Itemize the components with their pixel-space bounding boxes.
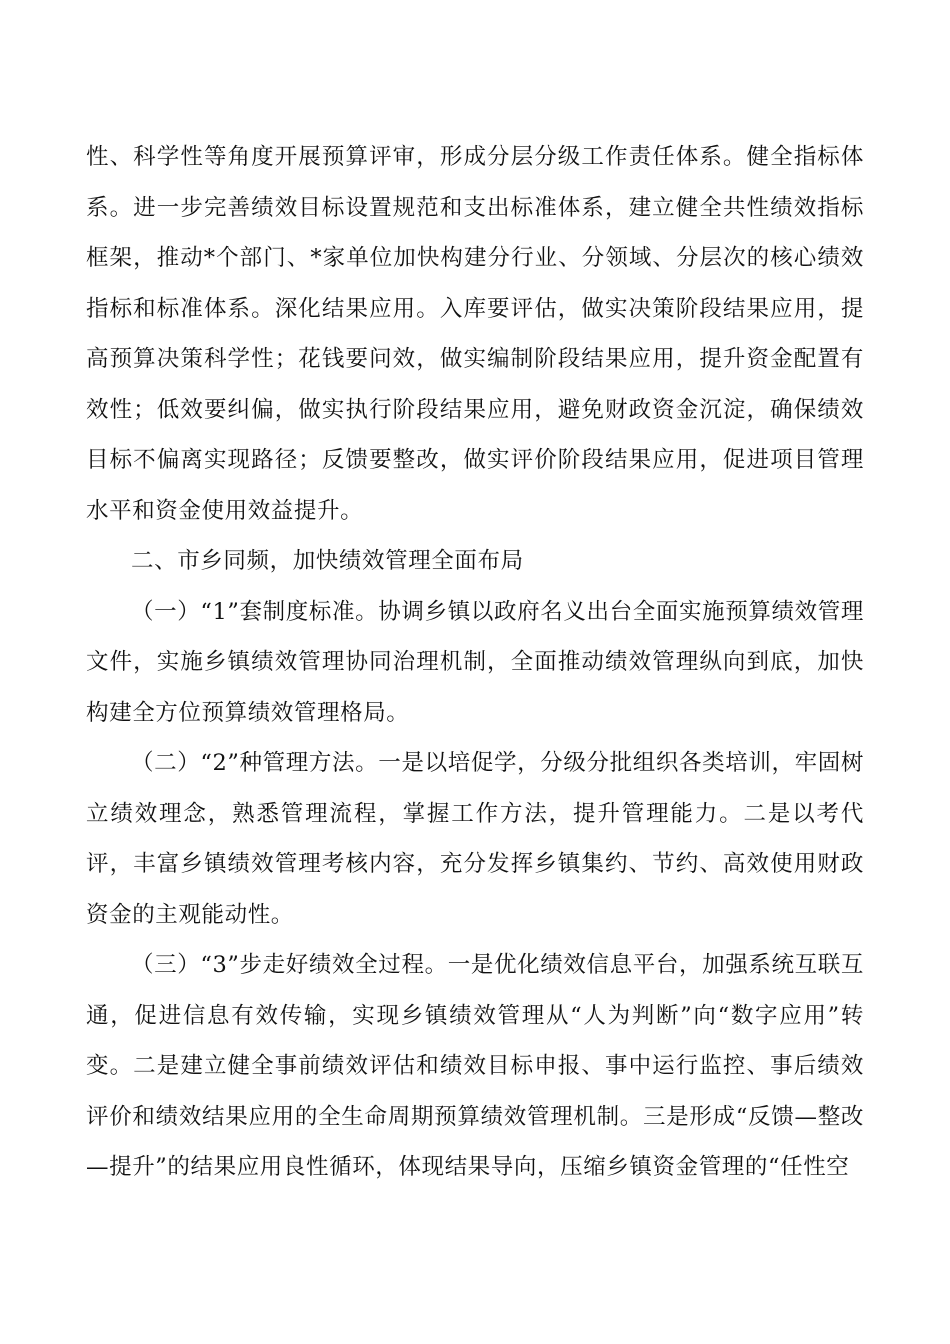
paragraph-continuation: 性、科学性等角度开展预算评审，形成分层分级工作责任体系。健全指标体系。进一步完善绩效目标设置规范和支出标准体系，建立健全共性绩效指标框架，推动*个部门、*家单位加快构建分行业、分领域、分层次的核心绩效指标和标准体系。深化结果应用。入库要评估，做实决策阶段结果应用，提高预算决策科学性；花钱要问效，做实编制阶段结果应用，提升资金配置有效性；低效要纠偏，做实执行阶段结果应用，避免财政资金沉淀，确保绩效目标不偏离实现路径；反馈要整改，做实评价阶段结果应用，促进项目管理水平和资金使用效益提升。 — [86, 144, 864, 524]
section-heading: 二、市乡同频，加快绩效管理全面布局 — [131, 548, 524, 574]
paragraph-item-3: （三）“3”步走好绩效全过程。一是优化绩效信息平台，加强系统互联互通，促进信息有效传输，实现乡镇绩效管理从“人为判断”向“数字应用”转变。二是建立健全事前绩效评估和绩效目标申报、事中运行监控、事后绩效评价和绩效结果应用的全生命周期预算绩效管理机制。三是形成“反馈—整改—提升”的结果应用良性循环，体现结果导向，压缩乡镇资金管理的“任性空 — [86, 952, 864, 1180]
paragraph-item-1: （一）“1”套制度标准。协调乡镇以政府名义出台全面实施预算绩效管理文件，实施乡镇绩效管理协同治理机制，全面推动绩效管理纵向到底，加快构建全方位预算绩效管理格局。 — [86, 598, 864, 726]
paragraph-item-2: （二）“2”种管理方法。一是以培促学，分级分批组织各类培训，牢固树立绩效理念，熟悉管理流程，掌握工作方法，提升管理能力。二是以考代评，丰富乡镇绩效管理考核内容，充分发挥乡镇集约、节约、高效使用财政资金的主观能动性。 — [86, 750, 864, 928]
document-body — [86, 132, 864, 1193]
